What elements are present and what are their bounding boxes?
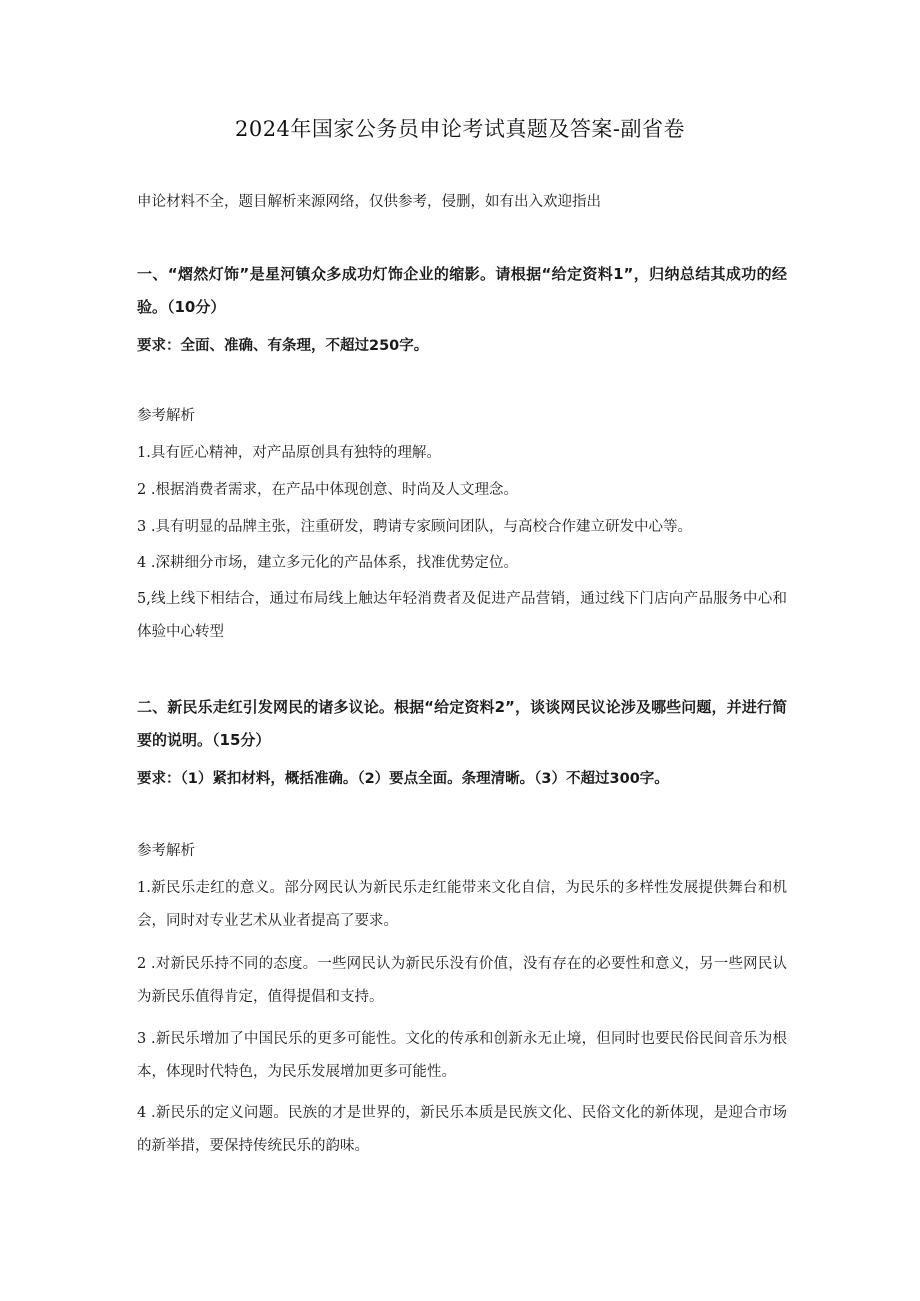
question-1-prompt: 一、“熠然灯饰”是星河镇众多成功灯饰企业的缩影。请根据“给定资料1”，归纳总结其成功的经验。（10分） — [137, 265, 787, 316]
document-title: 2024年国家公务员申论考试真题及答案-副省卷 — [234, 117, 686, 141]
question-1-answer-5: 5,线上线下相结合，通过布局线上触达年轻消费者及促进产品营销，通过线下门店向产品服务中心和体验中心转型 — [137, 591, 787, 640]
question-1-answer-1: 1.具有匠心精神，对产品原创具有独特的理解。 — [137, 445, 441, 461]
question-1-analysis-label: 参考解析 — [137, 408, 195, 424]
question-2-prompt: 二、新民乐走红引发网民的诸多议论。根据“给定资料2”，谈谈网民议论涉及哪些问题，并进行简要的说明。（15分） — [137, 698, 787, 749]
question-1-answer-3: 3 .具有明显的品牌主张，注重研发，聘请专家顾问团队，与高校合作建立研发中心等。 — [137, 519, 692, 535]
question-2-analysis-label: 参考解析 — [137, 843, 195, 859]
question-2-answer-4: 4 .新民乐的定义问题。民族的才是世界的，新民乐本质是民族文化、民俗文化的新体现，是迎合市场的新举措，要保持传统民乐的韵味。 — [137, 1105, 787, 1154]
question-2-answer-1: 1.新民乐走红的意义。部分网民认为新民乐走红能带来文化自信，为民乐的多样性发展提供舞台和机会，同时对专业艺术从业者提高了要求。 — [137, 880, 787, 929]
question-2-answer-3: 3 .新民乐增加了中国民乐的更多可能性。文化的传承和创新永无止境，但同时也要民俗民间音乐为根本，体现时代特色，为民乐发展增加更多可能性。 — [137, 1031, 787, 1080]
question-1-answer-2: 2 .根据消费者需求，在产品中体现创意、时尚及人文理念。 — [137, 482, 518, 498]
question-2-answer-2: 2 .对新民乐持不同的态度。一些网民认为新民乐没有价值，没有存在的必要性和意义，另一些网民认为新民乐值得肯定，值得提倡和支持。 — [137, 956, 787, 1005]
intro-note: 申论材料不全，题目解析来源网络，仅供参考，侵删，如有出入欢迎指出 — [137, 194, 601, 210]
question-1-answer-4: 4 .深耕细分市场，建立多元化的产品体系，找准优势定位。 — [137, 555, 518, 571]
question-1-requirement: 要求：全面、准确、有条理，不超过250字。 — [137, 338, 429, 354]
question-2-requirement: 要求：（1）紧扣材料，概括准确。（2）要点全面。条理清晰。（3）不超过300字。 — [137, 771, 669, 787]
